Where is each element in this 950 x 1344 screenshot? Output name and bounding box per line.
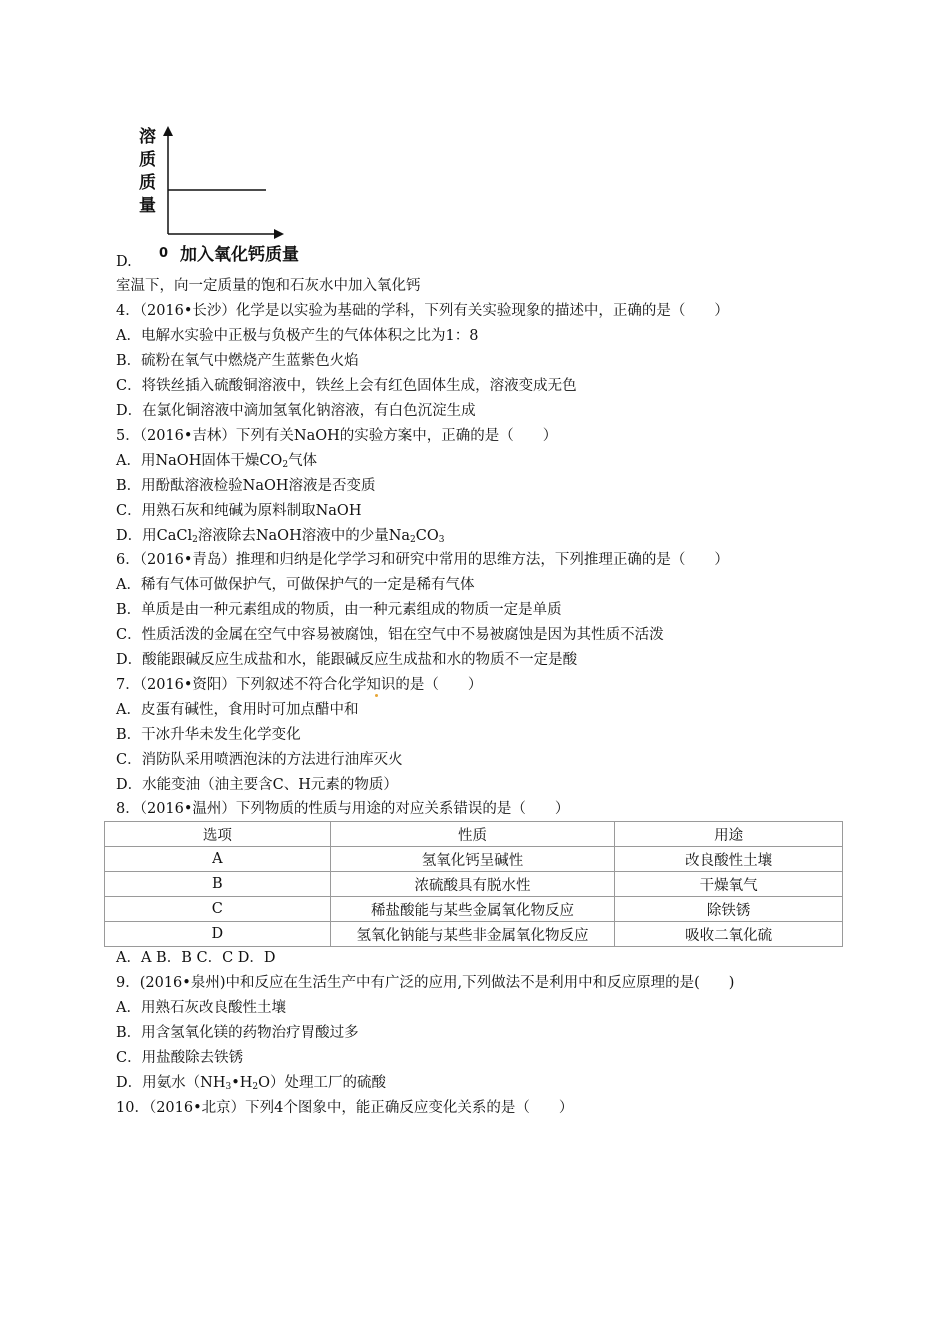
q7-option-a: A．皮蛋有碱性，食用时可加点醋中和 — [116, 702, 359, 718]
q7-stem: 7．（2016•资阳）下列叙述不符合化学知识的是（ ） — [116, 677, 483, 693]
table-header-row — [105, 822, 843, 847]
q5-option-a: A．用NaOH固体干燥$CO_2$气体 — [116, 453, 318, 470]
y-axis-arrow — [163, 126, 173, 136]
q6-option-d: D．酸能跟碱反应生成盐和水，能跟碱反应生成盐和水的物质不一定是酸 — [116, 652, 578, 668]
q8-stem: 8．（2016•温州）下列物质的性质与用途的对应关系错误的是（ ） — [116, 801, 570, 817]
q6-option-b: B．单质是由一种元素组成的物质，由一种元素组成的物质一定是单质 — [116, 602, 562, 618]
table-row — [105, 897, 843, 922]
table-row — [105, 872, 843, 897]
q7-option-d: D．水能变油（油主要含C、H元素的物质） — [116, 777, 398, 793]
q4-option-a: A．电解水实验中正极与负极产生的气体体积之比为1：8 — [116, 328, 479, 344]
q8-answer-choices: A．A B．B C．C D．D — [116, 950, 276, 966]
q5-option-d: D．用CaCl$_2$溶液除去NaOH溶液中的少量$Na_2CO_3$ — [116, 528, 445, 545]
table-row — [105, 922, 843, 947]
q4-option-b: B．硫粉在氧气中燃烧产生蓝紫色火焰 — [116, 353, 359, 369]
header-option: 选项 — [105, 822, 331, 847]
q4-option-c: C．将铁丝插入硫酸铜溶液中，铁丝上会有红色固体生成，溶液变成无色 — [116, 378, 577, 394]
q4-option-d: D．在氯化铜溶液中滴加氢氧化钠溶液，有白色沉淀生成 — [116, 403, 476, 419]
option-d-letter: D. — [116, 254, 132, 270]
y-axis-label-3: 质 — [139, 173, 156, 193]
q9-option-d: D．用氨水$(NH_3•H_2O)$处理工厂的硫酸 — [116, 1075, 387, 1092]
cell-use: 改良酸性土壤 — [615, 847, 843, 872]
origin-label: 0 — [159, 246, 169, 261]
table-row — [105, 847, 843, 872]
option-d-caption: 室温下，向一定质量的饱和石灰水中加入氧化钙 — [116, 278, 421, 294]
q9-option-c: C．用盐酸除去铁锈 — [116, 1050, 244, 1066]
header-use: 用途 — [615, 822, 843, 847]
cell-use: 吸收二氧化硫 — [615, 922, 843, 947]
cell-option: D — [105, 922, 331, 947]
y-axis-label-1: 溶 — [139, 127, 156, 147]
q6-stem: 6．（2016•青岛）推理和归纳是化学学习和研究中常用的思维方法，下列推理正确的是（ ） — [116, 552, 729, 568]
q9-stem: 9．(2016•泉州)中和反应在生活生产中有广泛的应用,下列做法不是利用中和反应原理的是( ) — [116, 975, 735, 991]
cell-option: C — [105, 897, 331, 922]
stray-mark — [375, 694, 378, 697]
cell-use: 干燥氧气 — [615, 872, 843, 897]
cell-property: 氢氧化钠能与某些非金属氧化物反应 — [330, 922, 615, 947]
q9-option-a: A．用熟石灰改良酸性土壤 — [116, 1000, 286, 1016]
y-axis-label-4: 量 — [139, 196, 156, 216]
q8-table — [104, 821, 843, 947]
q5-option-b: B．用酚酞溶液检验NaOH溶液是否变质 — [116, 478, 376, 494]
q6-option-a: A．稀有气体可做保护气，可做保护气的一定是稀有气体 — [116, 577, 475, 593]
q5-option-c: C．用熟石灰和纯碱为原料制取NaOH — [116, 503, 362, 519]
q4-stem: 4．（2016•长沙）化学是以实验为基础的学科，下列有关实验现象的描述中，正确的是（ ） — [116, 303, 729, 319]
cell-option: A — [105, 847, 331, 872]
cell-property: 浓硫酸具有脱水性 — [330, 872, 615, 897]
header-property: 性质 — [330, 822, 615, 847]
x-axis-label: 加入氧化钙质量 — [180, 245, 299, 265]
q9-option-b: B．用含氢氧化镁的药物治疗胃酸过多 — [116, 1025, 359, 1041]
y-axis-label-2: 质 — [139, 150, 156, 170]
solute-mass-graph — [130, 120, 320, 268]
q10-stem: 10．（2016•北京）下列4个图象中，能正确反应变化关系的是（ ） — [116, 1100, 574, 1116]
q7-option-c: C．消防队采用喷洒泡沫的方法进行油库灭火 — [116, 752, 403, 768]
cell-use: 除铁锈 — [615, 897, 843, 922]
cell-property: 氢氧化钙呈碱性 — [330, 847, 615, 872]
x-axis-arrow — [274, 229, 284, 239]
cell-option: B — [105, 872, 331, 897]
cell-property: 稀盐酸能与某些金属氧化物反应 — [330, 897, 615, 922]
q7-option-b: B．干冰升华未发生化学变化 — [116, 727, 301, 743]
q5-stem: 5．（2016•吉林）下列有关NaOH的实验方案中，正确的是（ ） — [116, 428, 558, 444]
q6-option-c: C．性质活泼的金属在空气中容易被腐蚀，铝在空气中不易被腐蚀是因为其性质不活泼 — [116, 627, 664, 643]
